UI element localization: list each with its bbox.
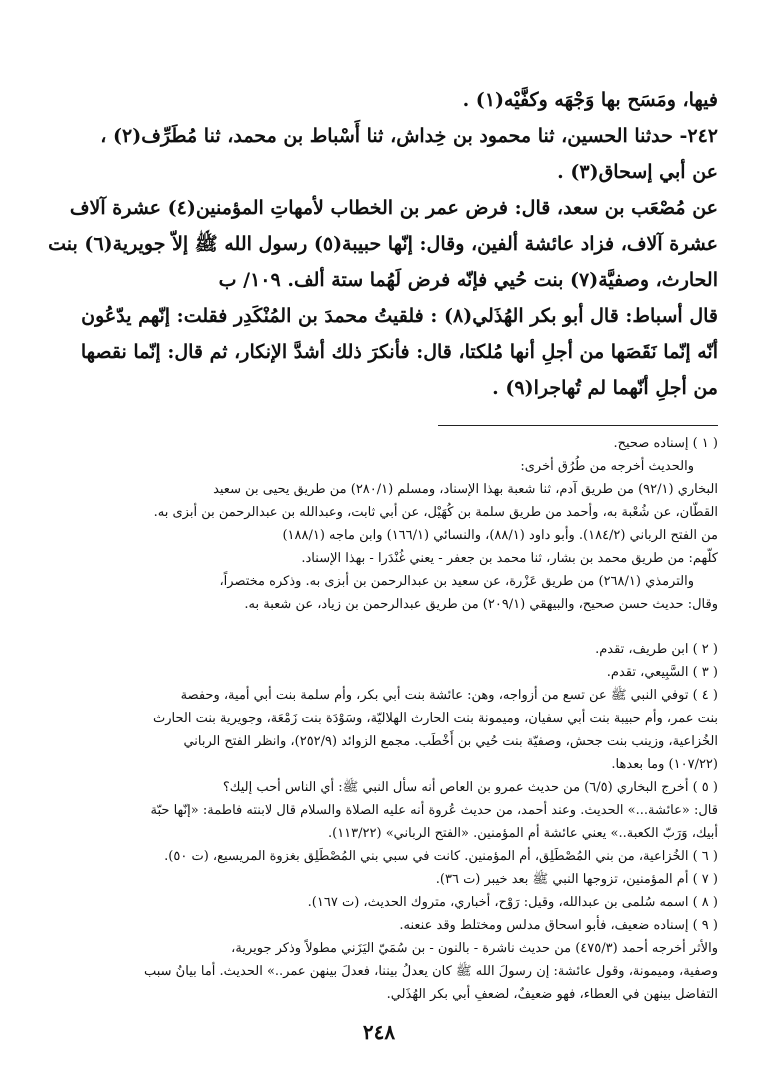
page-number: ٢٤٨ bbox=[362, 1020, 396, 1044]
main-text-line: عن أبي إسحاق(٣) . bbox=[557, 161, 718, 183]
footnote-line: وصفية، وميمونة، وقول عائشة: إن رسولَ الله ﷺ كان يعدلُ بيننا، فعدلَ بينهن عمر..» الحديث. أما بيانُ سبب bbox=[143, 964, 718, 979]
main-text-line: ٢٤٢- حدثنا الحسين، ثنا محمود بن خِداش، ثنا أَسْباط بن محمد، ثنا مُطَرِّف(٢) ، bbox=[100, 125, 718, 147]
footnote-line: ( ٤ ) توفي النبي ﷺ عن تسع من أزواجه، وهن: عائشة بنت أبي بكر، وأم سلمة بنت أبي أمية، وحفصة bbox=[180, 688, 718, 703]
main-text-line: أنّه إنّما نَقَصَها من أجلِ أنها مُلكتا، قال: فأنكرَ ذلك أشدَّ الإنكار، ثم قال: إنّما نقصها bbox=[80, 341, 718, 363]
main-text-line: عن مُصْعَب بن سعد، قال: فرض عمر بن الخطاب لأمهاتِ المؤمنين(٤) عشرة آلاف bbox=[69, 197, 718, 219]
footnote-line: القطّان، عن شُعْبة به، وأحمد من طريق سلمة بن كُهَيْل، عن أبي ثابت، وعبدالله بن عبدالرحمن بن أبزى به. bbox=[153, 505, 718, 520]
footnote-line: وقال: حديث حسن صحيح، والبيهقي (٢٠٩/١) من طريق عبدالرحمن بن زياد، عن شعبة به. bbox=[244, 597, 718, 612]
footnote-line: قال: «عائشة...» الحديث. وعند أحمد، من حديث عُروة أنه عليه الصلاة والسلام قال لابنته فاطمة: «إنّها حبّة bbox=[150, 803, 718, 818]
footnote-line: (١٠٧/٢٢) وما بعدها. bbox=[611, 757, 718, 772]
footnote-line: والأثر أخرجه أحمد (٤٧٥/٣) من حديث ناشرة - بالنون - بن سُمَيّ اليَزَني مطولاً وذكر جويرية، bbox=[231, 941, 718, 956]
footnote-line: ( ٣ ) السَّبِيعي، تقدم. bbox=[606, 665, 718, 680]
main-text bbox=[38, 82, 718, 406]
main-text-line: فيها، ومَسَح بها وَجْهَه وكفَّيْه(١) . bbox=[462, 89, 718, 111]
footnote-line: أبيك، وَرَبّ الكعبة..» يعني عائشة أم المؤمنين. «الفتح الرباني» (١١٣/٢٢). bbox=[327, 826, 718, 841]
footnote-line: ( ٩ ) إسناده ضعيف، فأبو اسحاق مدلس ومختلط وقد عنعنه. bbox=[399, 918, 718, 933]
footnote-line: والحديث أخرجه من طُرُق أخرى: bbox=[520, 459, 694, 474]
footnote-line: ( ٢ ) ابن طريف، تقدم. bbox=[595, 642, 718, 657]
footnote-line: من الفتح الرباني (١٨٤/٢). وأبو داود (٨٨/١)، والنسائي (١٦٦/١) وابن ماجه (١٨٨/١) bbox=[282, 528, 718, 543]
footnote-line: ( ٧ ) أم المؤمنين، تزوجها النبي ﷺ بعد خيبر (ت ٣٦). bbox=[435, 872, 718, 887]
footnote-line: والترمذي (٢٦٨/١) من طريق عَزْرة، عن سعيد بن عبدالرحمن بن أبزى به. وذكره مختصراً، bbox=[219, 574, 694, 589]
footnote-line: ( ٥ ) أخرج البخاري (٦/٥) من حديث عمرو بن العاص أنه سأل النبي ﷺ: أي الناس أحب إليك؟ bbox=[222, 780, 718, 795]
main-text-line: عشرة آلاف، فزاد عائشة ألفين، وقال: إنّها حبيبة(٥) رسول الله ﷺ إلاّ جويرية(٦) بنت bbox=[48, 233, 718, 255]
footnote-divider bbox=[438, 425, 718, 426]
footnote-line: الخُزاعية، وزينب بنت جحش، وصفيّة بنت حُيي بن أَخْطَب. مجمع الزوائد (٢٥٢/٩)، وانظر الفتح الرباني bbox=[183, 734, 718, 749]
footnote-line: بنت عمر، وأم حبيبة بنت أبي سفيان، وميمونة بنت الحارث الهلاليّة، وسَوْدَة بنت زَمْعَة، وجويرية بنت الحارث bbox=[153, 711, 718, 726]
footnote-line: ( ٦ ) الخُزاعية، من بني المُصْطَلِق، أم المؤمنين. كانت في سبي بني المُصْطَلِق بغزوة المريسيع، (ت ٥٠). bbox=[164, 849, 718, 864]
main-text-line: الحارث، وصفيَّة(٧) بنت حُيي فإنّه فرض لَهُما ستة ألف. ١٠٩/ ب bbox=[218, 269, 718, 291]
footnotes bbox=[38, 432, 718, 1006]
footnote-line: التفاضل بينهن في العطاء، فهو ضعيفٌ، لضعفِ أبي بكر الهُذَلي. bbox=[386, 987, 718, 1002]
footnote-line: البخاري (٩٢/١) من طريق آدم، ثنا شعبة بهذا الإسناد، ومسلم (٢٨٠/١) من طريق يحيى بن سعيد bbox=[213, 482, 718, 497]
main-text-line: قال أسباط: قال أبو بكر الهُذَلي(٨) : فلقيتُ محمدَ بن المُنْكَدِر فقلت: إنّهم يدّعُون bbox=[81, 305, 718, 327]
footnote-line: ( ١ ) إسناده صحيح. bbox=[613, 436, 718, 451]
main-text-line: من أجلِ أنّهما لم تُهاجرا(٩) . bbox=[492, 377, 718, 399]
footnote-line: ( ٨ ) اسمه سُلمى بن عبدالله، وقيل: رَوْح، أخباري، متروك الحديث، (ت ١٦٧). bbox=[307, 895, 718, 910]
footnote-line: كلّهم: من طريق محمد بن بشار، ثنا محمد بن جعفر - يعني غُنْدَرا - بهذا الإسناد. bbox=[301, 551, 718, 566]
